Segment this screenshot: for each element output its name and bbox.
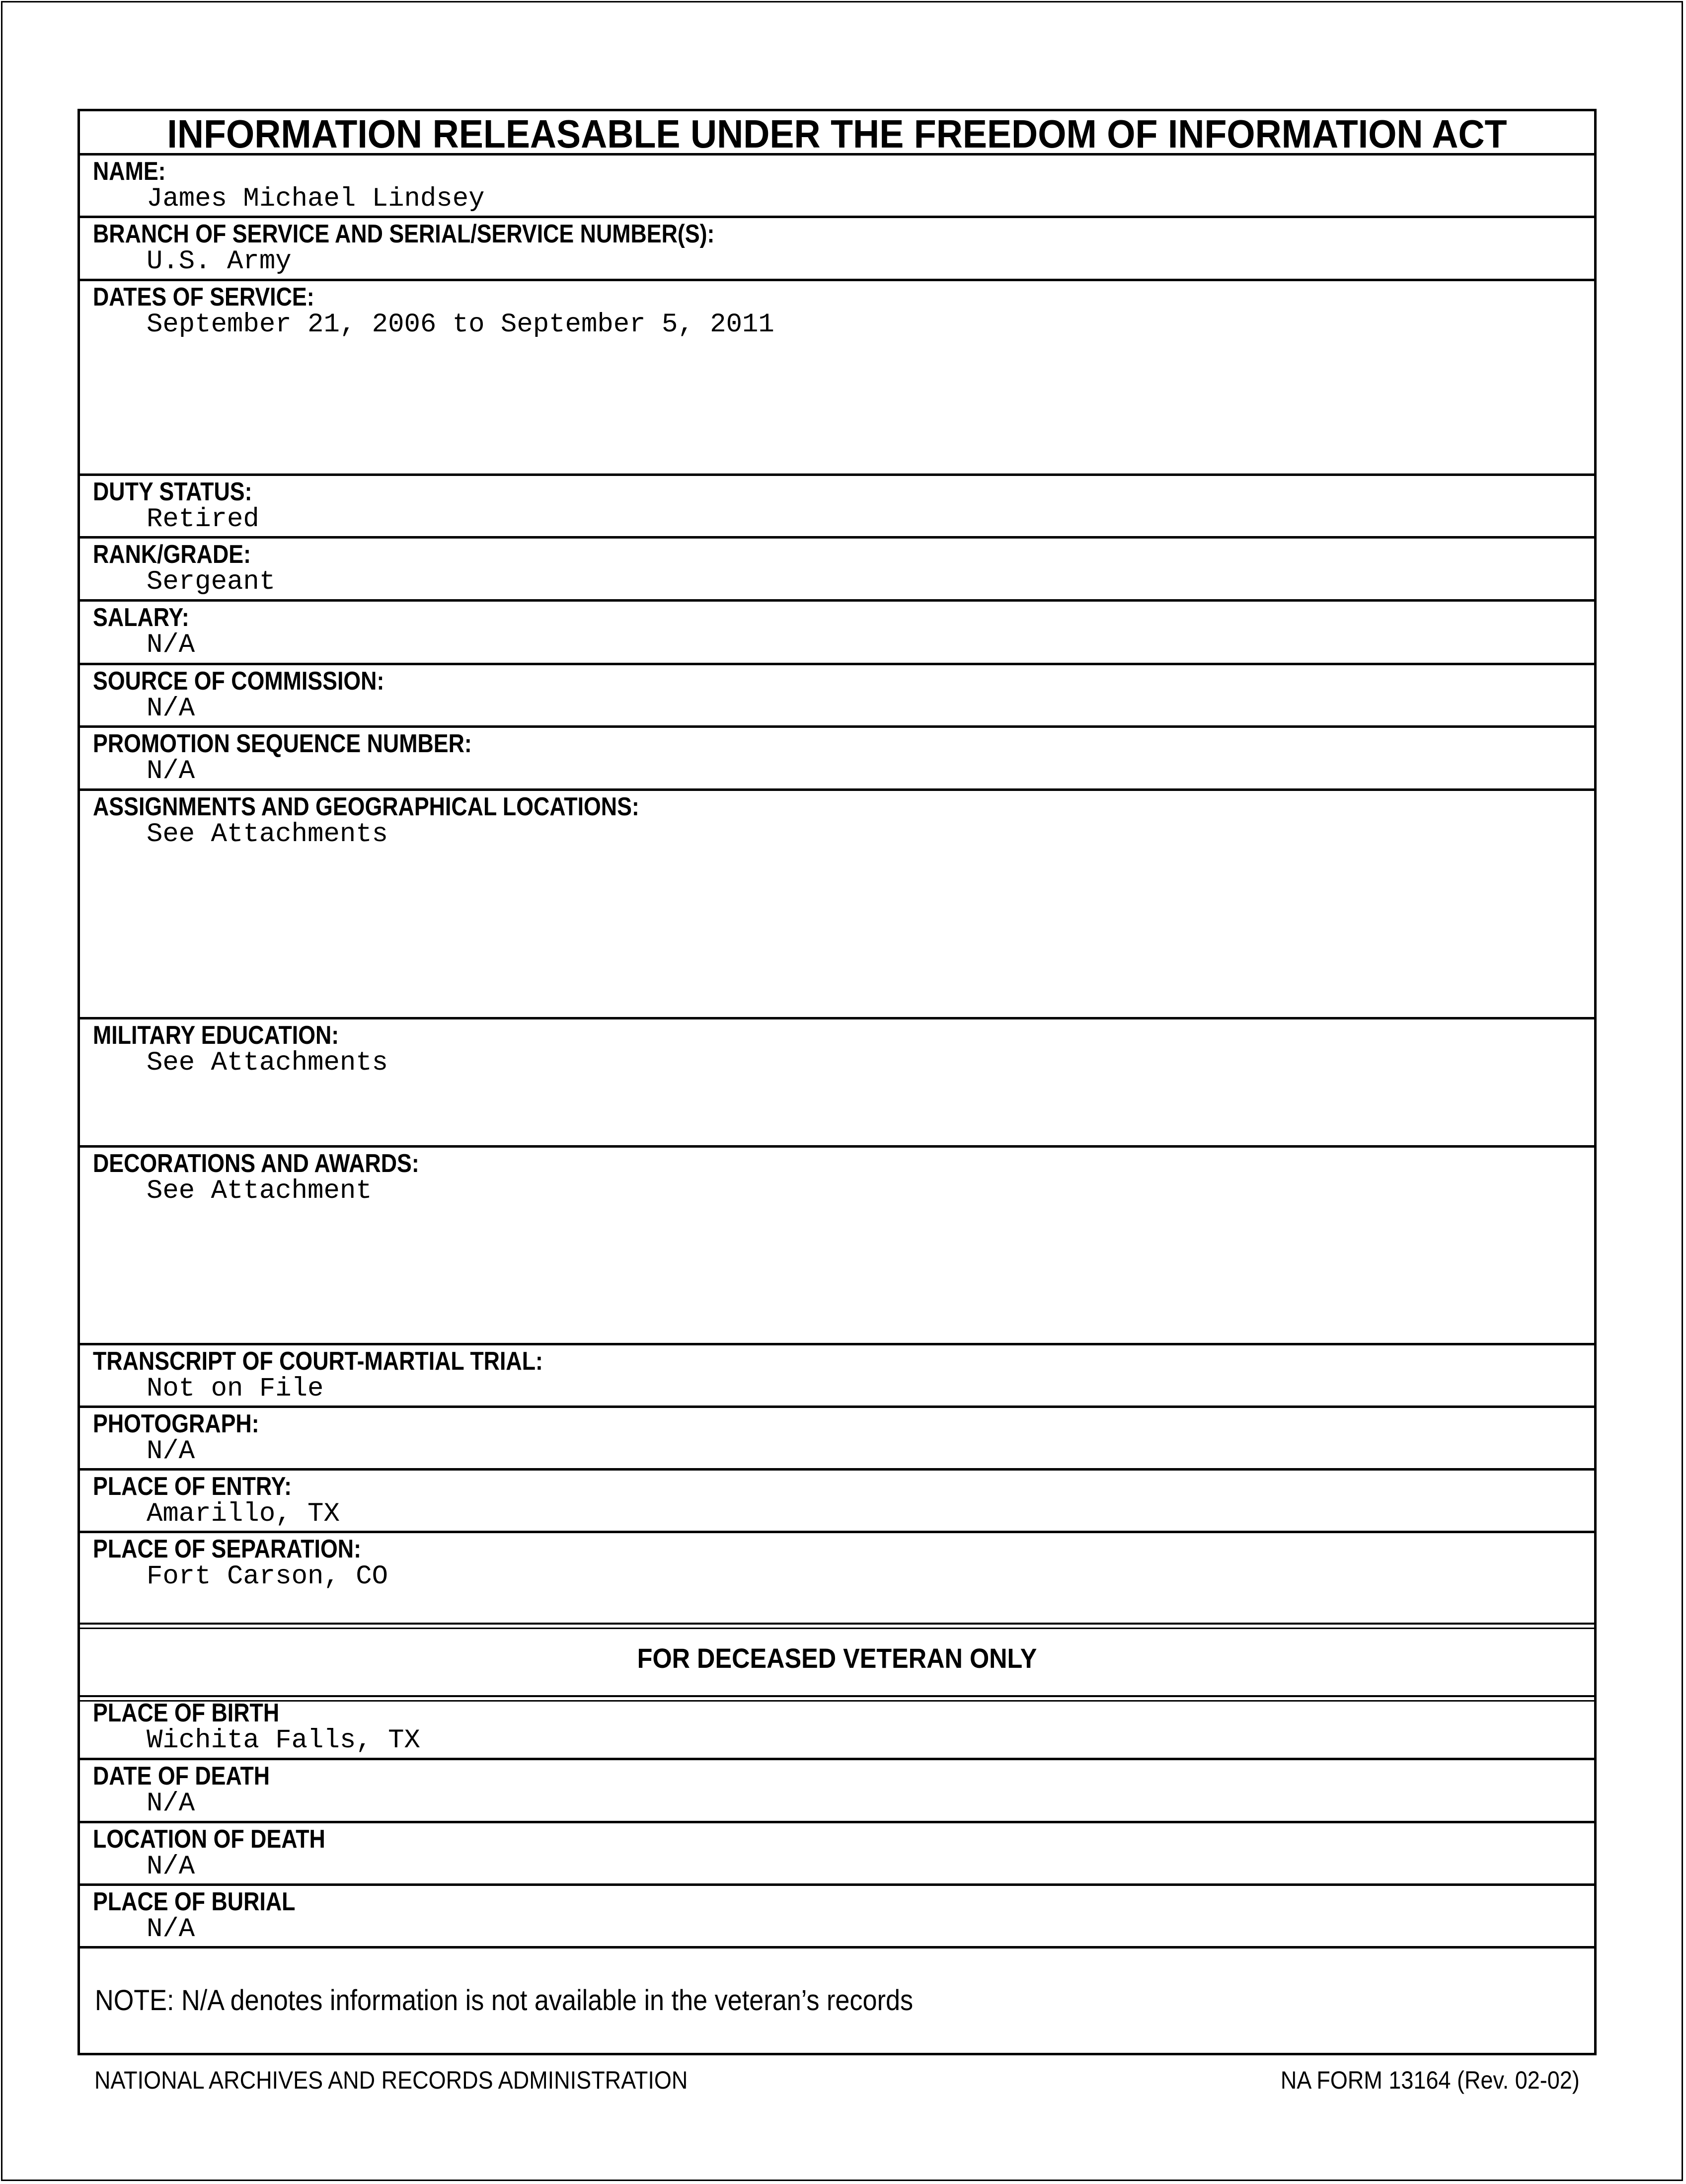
foia-form [77,109,1597,2055]
field-place-of-burial [80,1883,1594,1946]
field-label: ASSIGNMENTS AND GEOGRAPHICAL LOCATIONS: [93,792,639,821]
field-place-of-separation [80,1531,1594,1623]
field-salary [80,599,1594,663]
field-label: TRANSCRIPT OF COURT-MARTIAL TRIAL: [93,1347,543,1376]
field-label: PLACE OF BURIAL [93,1887,296,1916]
field-value: Amarillo, TX [147,1499,340,1529]
field-promotion-sequence [80,725,1594,788]
field-label: DATES OF SERVICE: [93,283,314,312]
field-label: DECORATIONS AND AWARDS: [93,1149,419,1178]
footer-agency: NATIONAL ARCHIVES AND RECORDS ADMINISTRATION [94,2066,688,2094]
field-value: Wichita Falls, TX [147,1725,420,1756]
field-duty-status [80,473,1594,536]
field-value: N/A [147,694,195,724]
field-value: See Attachments [147,1048,388,1078]
field-label: PROMOTION SEQUENCE NUMBER: [93,729,472,758]
deceased-section-header [80,1623,1594,1695]
form-title: INFORMATION RELEASABLE UNDER THE FREEDOM OF INFORMATION ACT [167,112,1507,156]
field-branch [80,216,1594,279]
field-value: Fort Carson, CO [147,1561,388,1592]
field-label: DATE OF DEATH [93,1762,270,1791]
field-label: BRANCH OF SERVICE AND SERIAL/SERVICE NUMBER(S): [93,220,715,248]
field-value: N/A [147,1789,195,1819]
field-value: James Michael Lindsey [147,184,485,214]
field-place-of-entry [80,1468,1594,1531]
field-label: PLACE OF ENTRY: [93,1472,292,1501]
field-place-of-birth [80,1695,1594,1758]
field-value: N/A [147,756,195,786]
field-value: N/A [147,1914,195,1945]
field-photograph [80,1405,1594,1468]
field-value: Not on File [147,1374,324,1404]
field-value: N/A [147,1436,195,1467]
field-label: RANK/GRADE: [93,540,251,569]
field-location-of-death [80,1821,1594,1883]
field-label: MILITARY EDUCATION: [93,1021,339,1050]
field-dates-of-service [80,279,1594,473]
field-date-of-death [80,1758,1594,1821]
field-label: PLACE OF SEPARATION: [93,1535,361,1563]
note-section [80,1946,1594,2053]
field-rank-grade [80,536,1594,599]
field-military-education [80,1017,1594,1145]
field-label: DUTY STATUS: [93,477,252,506]
field-value: N/A [147,1852,195,1882]
field-value: U.S. Army [147,246,292,277]
field-label: PLACE OF BIRTH [93,1699,280,1727]
field-label: SOURCE OF COMMISSION: [93,667,384,696]
field-value: Sergeant [147,567,276,597]
field-value: See Attachments [147,819,388,850]
field-label: LOCATION OF DEATH [93,1825,325,1854]
field-value: Retired [147,504,259,535]
field-value: See Attachment [147,1176,372,1206]
field-name [80,153,1594,216]
note-text: NOTE: N/A denotes information is not available in the veteran’s records [95,1984,914,2017]
deceased-header-title: FOR DECEASED VETERAN ONLY [637,1642,1037,1674]
footer-form-number: NA FORM 13164 (Rev. 02-02) [1281,2066,1580,2094]
field-label: PHOTOGRAPH: [93,1409,259,1438]
field-assignments [80,788,1594,1017]
field-value: N/A [147,630,195,660]
field-label: SALARY: [93,603,189,632]
field-court-martial [80,1343,1594,1405]
field-source-of-commission [80,663,1594,725]
field-decorations-awards [80,1145,1594,1343]
field-value: September 21, 2006 to September 5, 2011 [147,310,774,340]
field-label: NAME: [93,157,166,186]
